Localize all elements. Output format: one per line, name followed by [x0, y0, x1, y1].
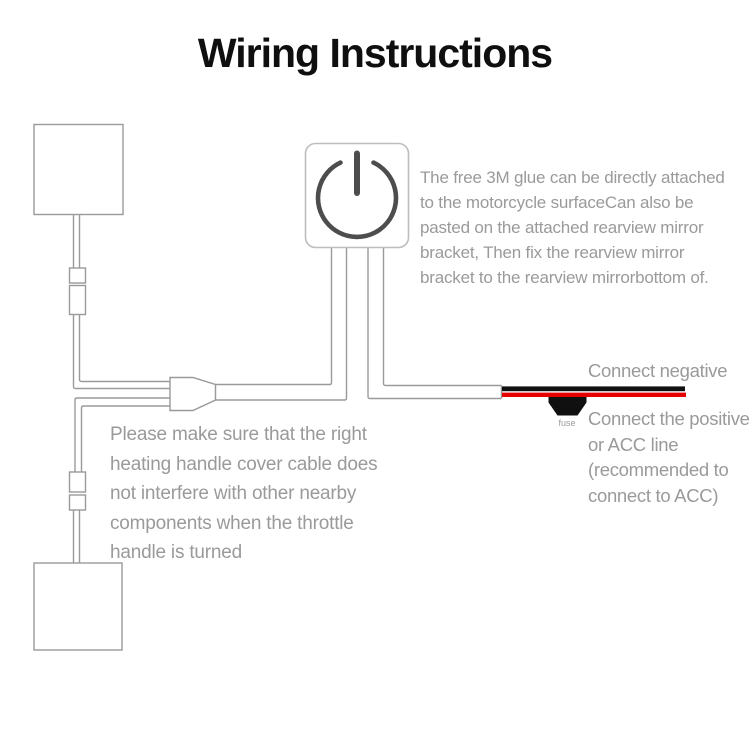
note-line: or ACC line: [588, 433, 679, 455]
grip-cable-bottom-lower: [74, 510, 80, 563]
inline-connector-top-small: [70, 268, 86, 283]
note-line: heating handle cover cable does: [110, 453, 378, 475]
note-line: not interfere with other nearby: [110, 483, 357, 504]
note-line: bracket to the rearview mirrorbottom of.: [420, 268, 709, 287]
page-title: Wiring Instructions: [197, 30, 553, 76]
grip-cable-top-outer: [74, 315, 171, 389]
note-line: to the motorcycle surfaceCan also be: [420, 193, 694, 212]
fuse-label: fuse: [558, 418, 576, 428]
inline-connector-bottom-small: [70, 495, 86, 510]
note-line: (recommended to: [588, 459, 729, 480]
note-line: The free 3M glue can be directly attached: [420, 168, 725, 187]
positive-wire: [502, 393, 686, 397]
glue-note: [420, 165, 725, 290]
grip-cable-top-upper: [74, 215, 80, 269]
main-cable-bottom-edge: [216, 248, 347, 401]
note-line: handle is turned: [110, 542, 243, 563]
negative-wire-label: Connect negative: [588, 360, 728, 381]
note-line: Please make sure that the right: [110, 424, 367, 445]
negative-wire: [502, 386, 685, 391]
grip-cable-top-inner: [80, 315, 171, 382]
note-line: bracket, Then fix the rearview mirror: [420, 243, 685, 262]
y-splitter-connector: [170, 378, 216, 411]
inline-connector-bottom-large: [70, 472, 86, 492]
note-line: pasted on the attached rearview mirror: [420, 218, 704, 237]
heating-pad-bottom: [34, 563, 122, 650]
heating-pad-top: [34, 125, 123, 215]
inline-connector-top-large: [70, 286, 86, 315]
note-line: Connect the positive: [588, 408, 750, 429]
note-line: components when the throttle: [110, 512, 354, 534]
main-cable-top-edge: [216, 248, 332, 385]
note-line: connect to ACC): [588, 484, 719, 506]
positive-wire-note: [588, 406, 750, 508]
cable-note: [110, 420, 377, 568]
